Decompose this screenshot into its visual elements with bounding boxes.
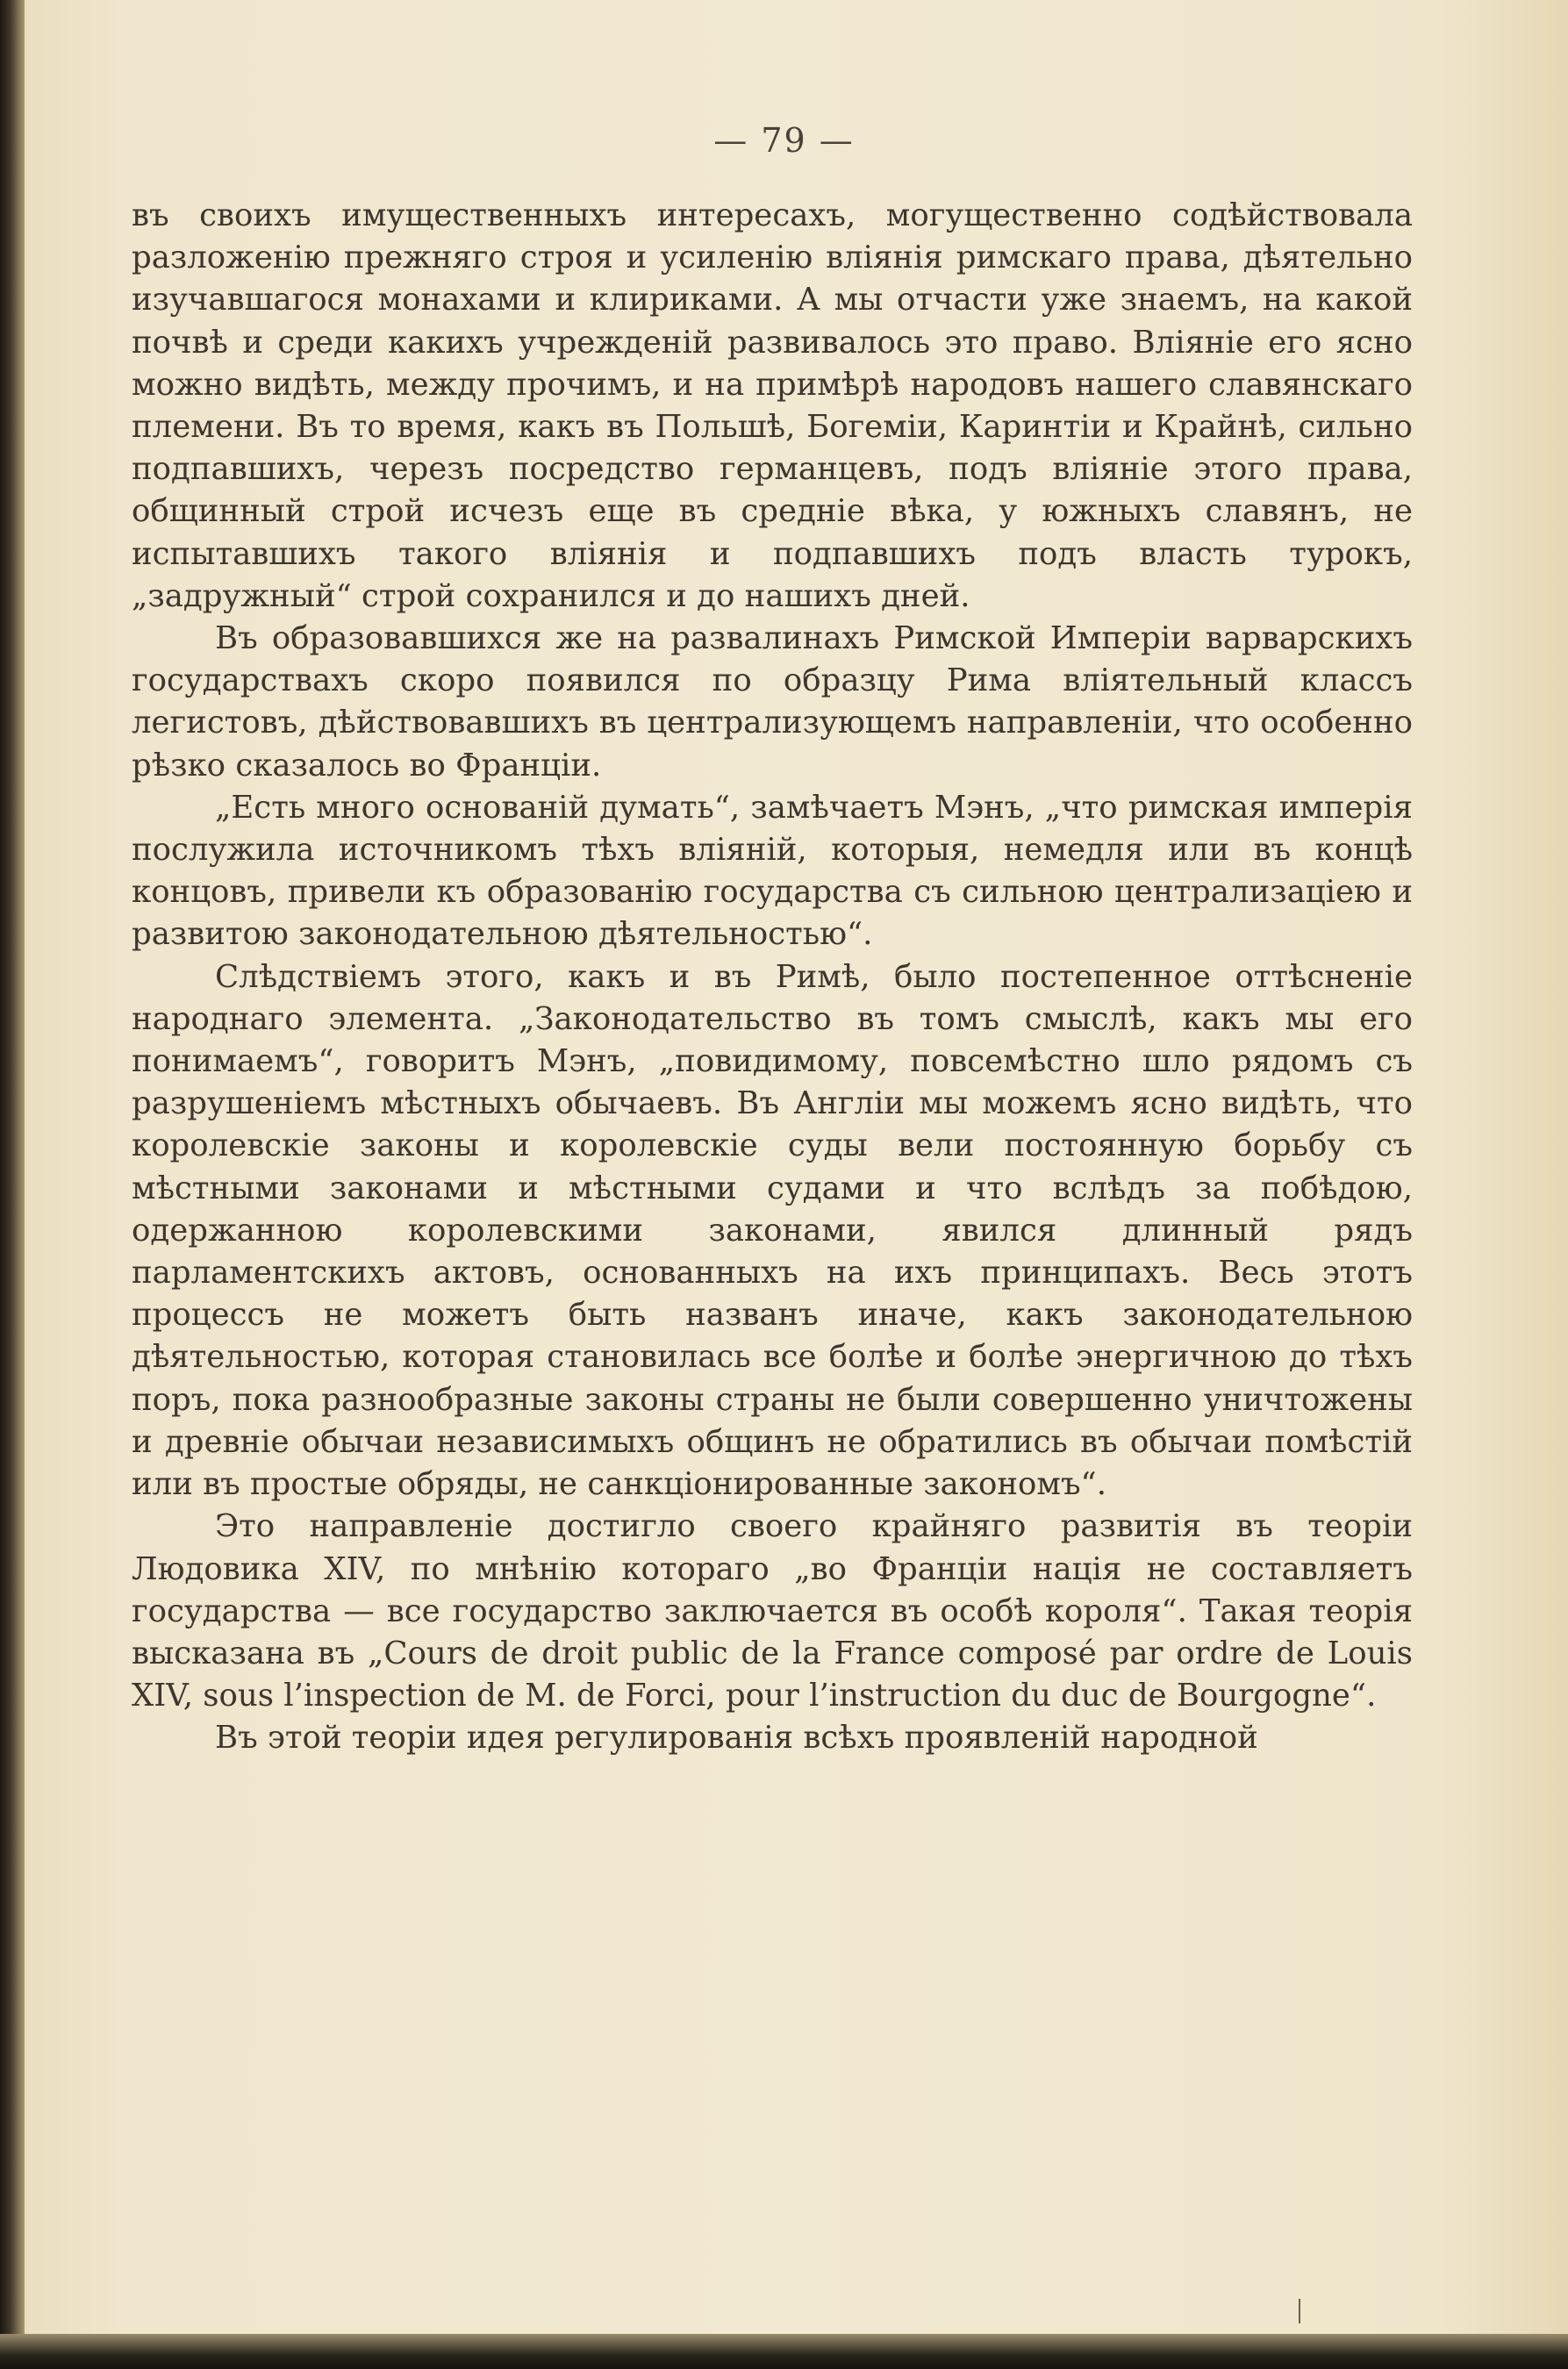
paragraph: Это направленіе достигло своего крайняго развитія въ теоріи Людовика XIV, по мнѣнію котораго „во Франціи нація не составляетъ государства — все государство заключается въ особѣ короля“. Такая теорія высказана въ „Cours de droit public de la France composé par ordre de Louis XIV, sous l’inspection de M. de Forci, pour l’instruction du duc de Bourgogne“. — [132, 1508, 1413, 1714]
paragraph: Въ этой теоріи идея регулированія всѣхъ проявленій народной — [215, 1720, 1258, 1757]
paragraph: „Есть много основаній думать“, замѣчаетъ Мэнъ, „что римская имперія послужила источникомъ тѣхъ вліяній, которыя, немедля или въ концѣ концовъ, привели къ образованію государства съ сильною централизаціею и развитою законодательною дѣятельностью“. — [132, 789, 1413, 953]
paragraph: Слѣдствіемъ этого, какъ и въ Римѣ, было постепенное оттѣсненіе народнаго элемента. „Законодательство въ томъ смыслѣ, какъ мы его понимаемъ“, говоритъ Мэнъ, „повидимому, повсемѣстно шло рядомъ съ разрушеніемъ мѣстныхъ обычаевъ. Въ Англіи мы можемъ ясно видѣть, что королевскіе законы и королевскіе суды вели постоянную борьбу съ мѣстными законами и мѣстными судами и что вслѣдъ за побѣдою, одержанною королевскими законами, явился длинный рядъ парламентскихъ актовъ, основанныхъ на ихъ принципахъ. Весь этотъ процессъ не можетъ быть названъ иначе, какъ законодательною дѣятельностью, которая становилась все болѣе и болѣе энергичною до тѣхъ поръ, пока разнообразные законы страны не были совершенно уничтожены и древніе обычаи независимыхъ общинъ не обратились въ обычаи помѣстій или въ простые обряды, не санкціонированные закономъ“. — [132, 958, 1413, 1503]
paragraph: Въ образовавшихся же на развалинахъ Римской Имперіи варварскихъ государствахъ скоро появился по образцу Рима вліятельный классъ легистовъ, дѣйствовавшихъ въ централизующемъ направленіи, что особенно рѣзко сказалось во Франціи. — [132, 620, 1413, 784]
body-text — [132, 195, 1413, 1760]
paragraph: въ своихъ имущественныхъ интересахъ, могущественно содѣйствовала разложенію прежняго строя и усиленію вліянія римскаго права, дѣятельно изучавшагося монахами и клириками. А мы отчасти уже знаемъ, на какой почвѣ и среди какихъ учрежденій развивалось это право. Вліяніе его ясно можно видѣть, между прочимъ, и на примѣрѣ народовъ нашего славянскаго племени. Въ то время, какъ въ Польшѣ, Богеміи, Каринтіи и Крайнѣ, сильно подпавшихъ, черезъ посредство германцевъ, подъ вліяніе этого права, общинный строй исчезъ еще въ средніе вѣка, у южныхъ славянъ, не испытавшихъ такого вліянія и подпавшихъ подъ власть турокъ, „задружный“ строй сохранился и до нашихъ дней. — [132, 197, 1413, 614]
binding-shadow — [0, 0, 25, 2369]
bottom-shadow — [0, 2334, 1568, 2369]
page-number: — 79 — — [713, 121, 855, 160]
margin-mark — [1299, 2299, 1300, 2323]
